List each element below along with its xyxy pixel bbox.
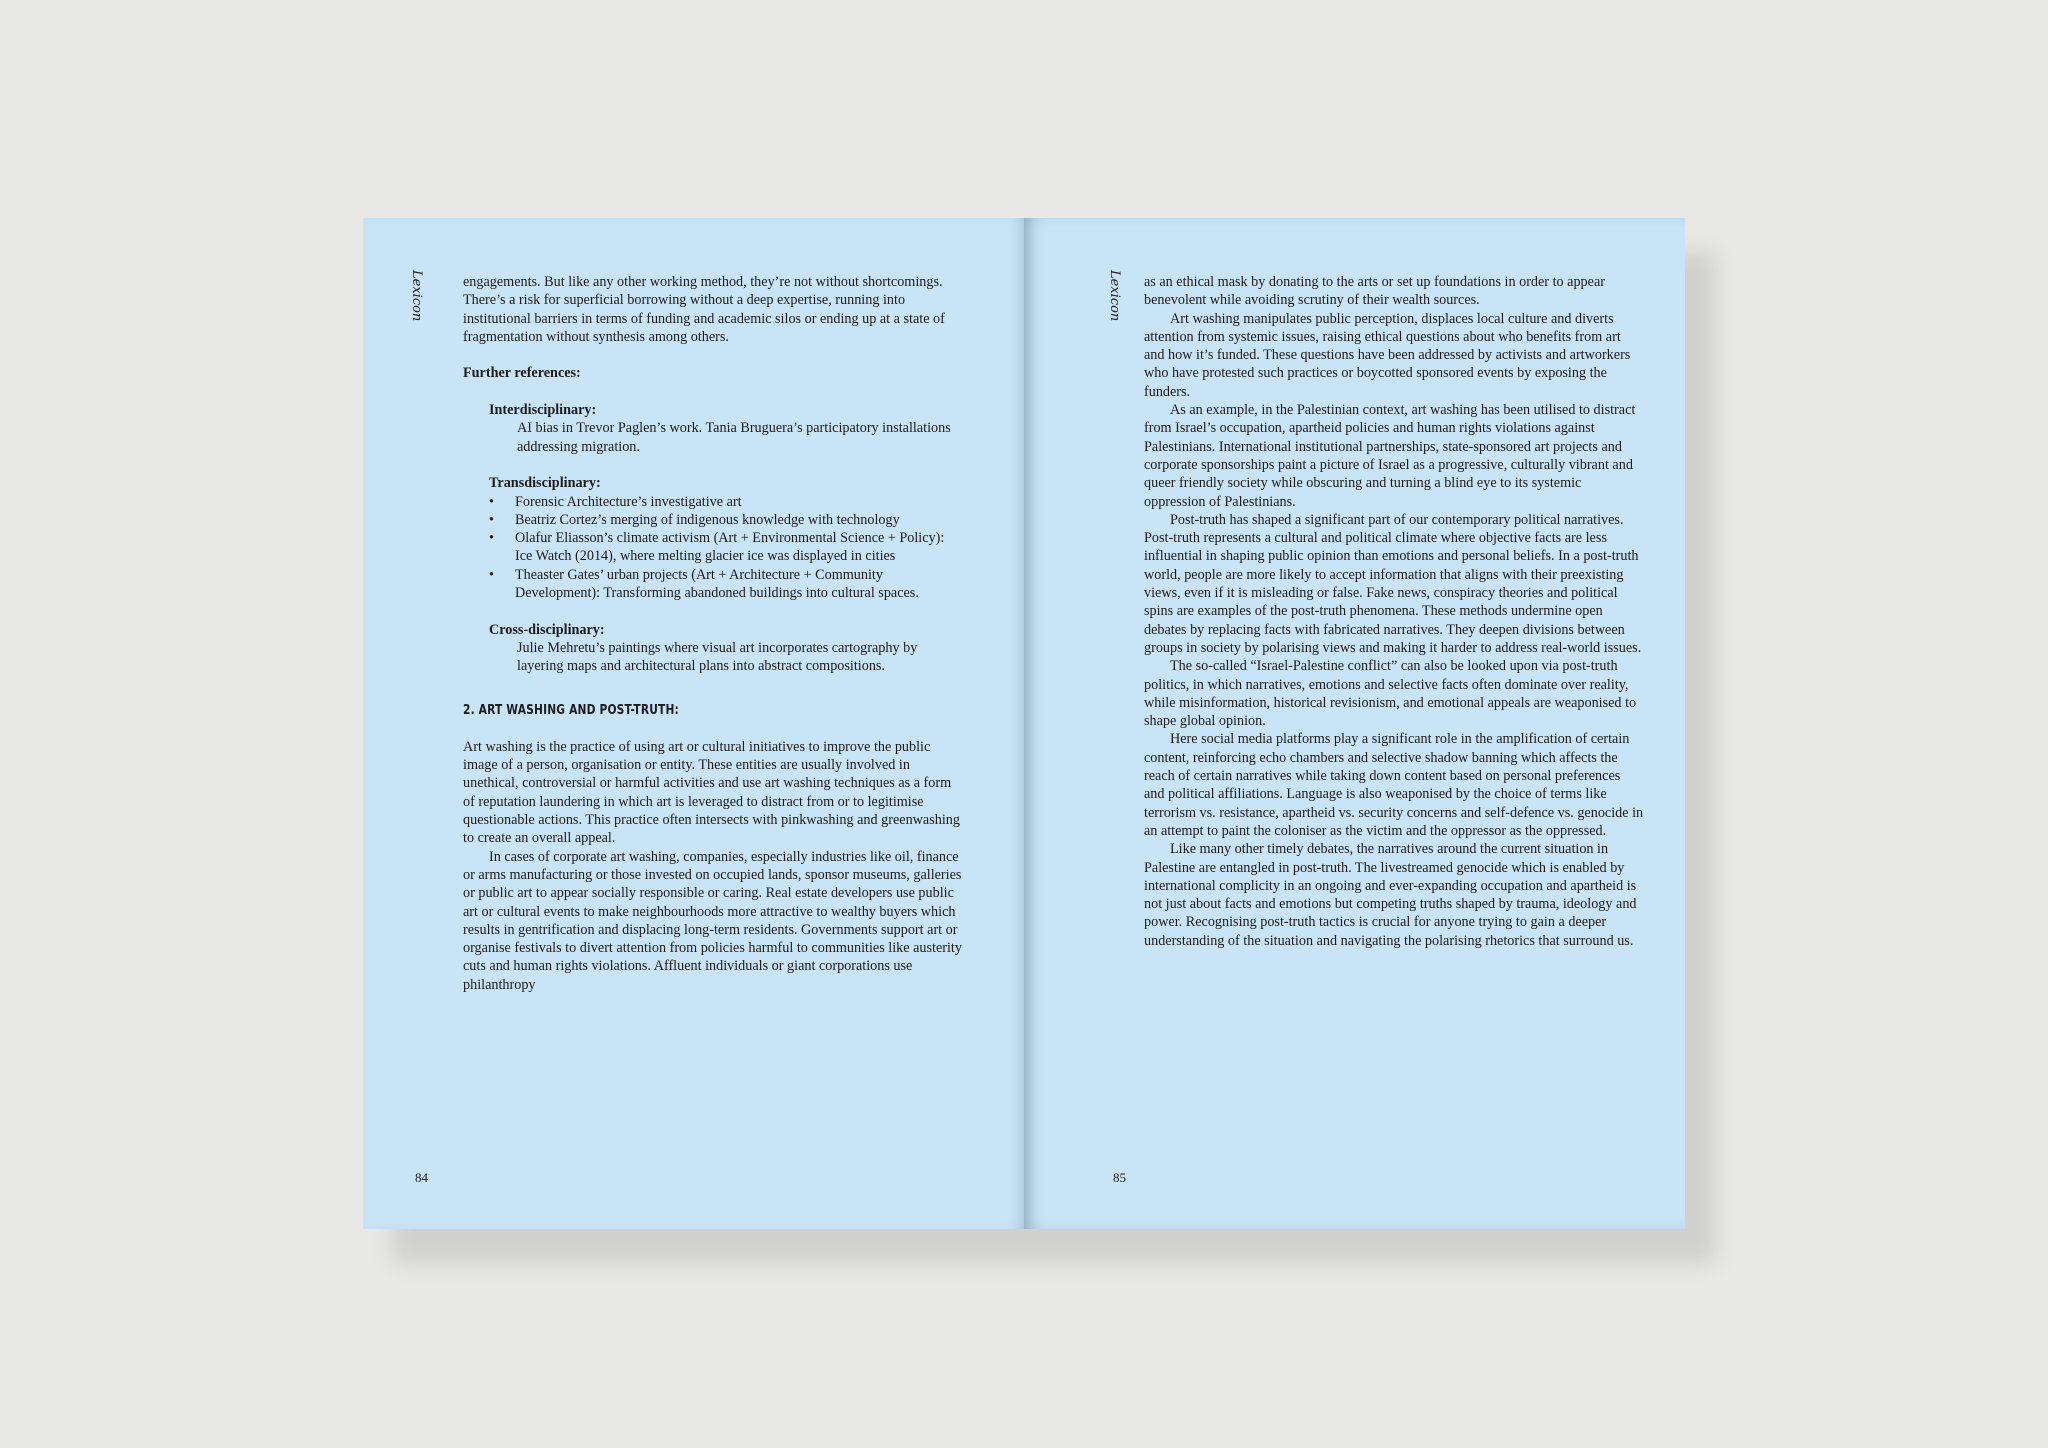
body-paragraph: Art washing manipulates public perception, displaces local culture and diverts attention from systemic issues, raising ethical questions about who benefits from art and how it’s funded. These questions have been addressed by activists and artworkers who have protested such practices or boycotted sponsored events by exposing the funders. xyxy=(1144,310,1631,400)
right-page-text xyxy=(1144,273,1644,950)
body-paragraph: As an example, in the Palestinian context, art washing has been utilised to distract from Israel’s occupation, apartheid policies and human rights violations against Palestinians. International institutional partnerships, state-sponsored art projects and corporate sponsorships paint a picture of Israel as a progressive, culturally vibrant and queer friendly society while obscuring and turning a blind eye to its systemic oppression of Palestinians. xyxy=(1144,402,1636,510)
interdisciplinary-label: Interdisciplinary: xyxy=(489,402,597,419)
list-item: • Forensic Architecture’s investigative art xyxy=(489,493,963,511)
intro-paragraph: engagements. But like any other working method, they’re not without shortcomings. There’s a risk for superficial borrowing without a deep expertise, running into institutional barriers in terms of funding and academic silos or ending up at a state of fragmentation without synthesis among others. xyxy=(463,274,945,345)
section-paragraph: In cases of corporate art washing, companies, especially industries like oil, finance or arms manufacturing or those invested on occupied lands, sponsor museums, galleries or public art to appear socially responsible or caring. Real estate developers use public art or cultural events to make neighbourhoods more attractive to wealthy buyers which results in gentrification and displacing long-term residents. Governments support art or organise festivals to divert attention from policies harmful to communities like austerity cuts and human rights violations. Affluent individuals or giant corporations use philanthropy xyxy=(463,848,962,993)
body-paragraph: Like many other timely debates, the narratives around the current situation in Palestine are entangled in post-truth. The livestreamed genocide which is enabled by international complicity in an ongoing and ever-expanding occupation and apartheid is not just about facts and emotions but competing truths shaped by trauma, ideology and power. Recognising post-truth tactics is crucial for anyone trying to gain a deeper understanding of the situation and navigating the polarising rhetorics that surround us. xyxy=(1144,841,1637,949)
left-page xyxy=(363,218,1024,1229)
section-heading: 2. ART WASHING AND POST-TRUTH: xyxy=(463,702,679,718)
left-page-text xyxy=(463,273,963,994)
running-head-left: Lexicon xyxy=(409,270,424,322)
crossdisciplinary-label: Cross-disciplinary: xyxy=(489,621,605,638)
book-spread xyxy=(363,218,1685,1229)
further-references-label: Further references: xyxy=(463,365,581,382)
page-number-right: 85 xyxy=(1113,1170,1126,1185)
transdisciplinary-block xyxy=(489,474,963,492)
body-paragraph: The so-called “Israel-Palestine conflict” can also be looked upon via post-truth politics, in which narratives, emotions and selective facts often dominate over reality, while misinformation, historical revisionism, and emotional appeals are weaponised to shape global opinion. xyxy=(1144,658,1637,730)
page-number-left: 84 xyxy=(415,1170,428,1185)
body-paragraph: as an ethical mask by donating to the arts or set up foundations in order to appear benevolent while avoiding scrutiny of their wealth sources. xyxy=(1144,274,1605,309)
crossdisciplinary-block xyxy=(489,621,963,676)
list-item: • Beatriz Cortez’s merging of indigenous knowledge with technology xyxy=(489,511,963,529)
transdisciplinary-label: Transdisciplinary: xyxy=(489,475,601,492)
crossdisciplinary-text: Julie Mehretu’s paintings where visual art incorporates cartography by layering maps and architectural plans into abstract compositions. xyxy=(517,639,918,675)
list-item: • Olafur Eliasson’s climate activism (Art + Environmental Science + Policy): Ice Watch (2014), where melting glacier ice was displayed in cities xyxy=(489,529,963,566)
list-item: • Theaster Gates’ urban projects (Art + Architecture + Community Development): Transforming abandoned buildings into cultural spaces. xyxy=(489,566,963,603)
transdisciplinary-list xyxy=(489,493,963,603)
section-paragraph: Art washing is the practice of using art or cultural initiatives to improve the public image of a person, organisation or entity. These entities are usually involved in unethical, controversial or harmful activities and use art washing techniques as a form of reputation laundering in which art is leveraged to distract from or to legitimise questionable actions. This practice often intersects with pinkwashing and greenwashing to create an overall appeal. xyxy=(463,738,960,847)
body-paragraph: Post-truth has shaped a significant part of our contemporary political narratives. Post-truth represents a cultural and political climate where objective facts are less influential in shaping public opinion than emotions and personal beliefs. In a post-truth world, people are more likely to accept information that aligns with their preexisting views, even if it is misleading or false. Fake news, conspiracy theories and political spins are examples of the post-truth phenomena. These methods undermine open debates by replacing facts with fabricated narratives. They deepen divisions between groups in society by polarising views and making it harder to address real-world issues. xyxy=(1144,511,1642,656)
interdisciplinary-block xyxy=(489,401,963,456)
running-head-right: Lexicon xyxy=(1107,270,1122,322)
interdisciplinary-text: AI bias in Trevor Paglen’s work. Tania Bruguera’s participatory installations addressing migration. xyxy=(517,420,951,455)
right-page xyxy=(1024,218,1685,1229)
body-paragraph: Here social media platforms play a significant role in the amplification of certain content, reinforcing echo chambers and selective shadow banning which affects the reach of certain narratives while taking down content based on personal preferences and political affiliations. Language is also weaponised by the choice of terms like terrorism vs. resistance, apartheid vs. security concerns and self-defence vs. genocide in an attempt to paint the coloniser as the victim and the oppressor as the oppressed. xyxy=(1144,731,1644,839)
